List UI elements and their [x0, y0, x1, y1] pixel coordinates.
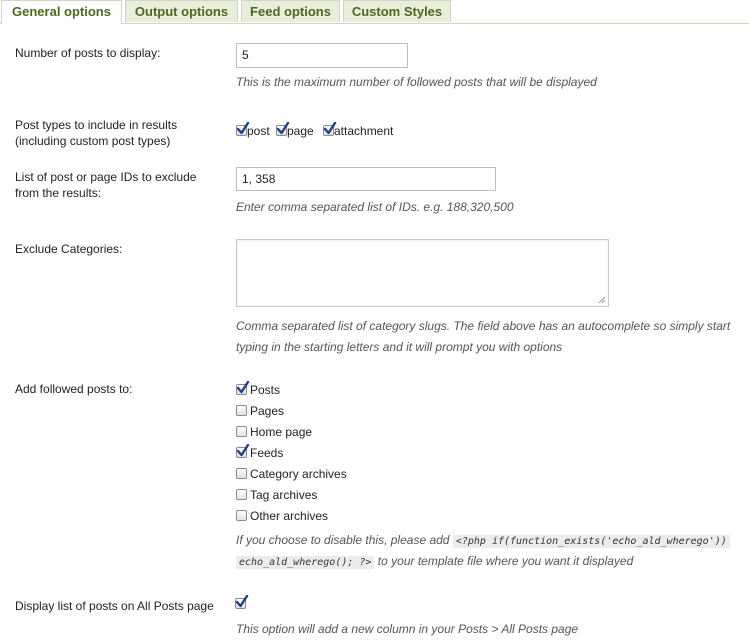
post-type-label: post	[247, 124, 270, 138]
tab-label: Output options	[134, 4, 229, 19]
add-to-checkbox-category-archives[interactable]	[236, 468, 247, 479]
add-to-label-feeds: Feeds	[250, 446, 284, 460]
post-type-checkbox-attachment[interactable]	[323, 125, 334, 136]
add-to-label-home-page: Home page	[250, 425, 313, 439]
add-to-note-line-2	[236, 551, 633, 573]
checkmark-icon	[236, 444, 250, 458]
exclude-categories-description-1: Comma separated list of category slugs. The field above has an autocomplete so simply start	[236, 319, 731, 333]
add-to-checkbox-home-page[interactable]	[236, 426, 247, 437]
code-snippet-1: <?php if(function_exists('echo_ald_wherego'))	[453, 535, 730, 548]
tab-label: Feed options	[250, 4, 331, 19]
add-to-checkbox-pages[interactable]	[236, 405, 247, 416]
add-to-checkbox-posts[interactable]	[236, 384, 247, 395]
tab-custom-styles[interactable]	[343, 0, 451, 22]
post-type-checkbox-post[interactable]	[236, 125, 247, 136]
tab-label: Custom Styles	[351, 4, 443, 19]
code-snippet-2: echo_ald_wherego(); ?>	[236, 556, 374, 569]
add-to-note-line-1	[236, 530, 730, 552]
add-to-note-after: to your template file where you want it displayed	[377, 554, 634, 568]
add-to-label-tag-archives: Tag archives	[250, 488, 318, 502]
add-to-note-before: If you choose to disable this, please add	[236, 533, 450, 547]
tab-label: General options	[12, 4, 111, 19]
add-to-label: Add followed posts to:	[15, 382, 133, 396]
all-posts-description: This option will add a new column in your Posts > All Posts page	[236, 622, 579, 636]
tab-feed-options[interactable]	[241, 0, 340, 22]
post-types-label: Post types to include in results (including custom post types)	[15, 118, 178, 148]
all-posts-checkbox[interactable]	[235, 598, 246, 609]
post-type-checkbox-page[interactable]	[276, 125, 287, 136]
checkmark-icon	[236, 381, 250, 395]
add-to-checkbox-other-archives[interactable]	[236, 510, 247, 521]
tab-output-options[interactable]	[125, 0, 238, 22]
tab-general-options[interactable]	[1, 0, 122, 24]
add-to-label-category-archives: Category archives	[250, 467, 347, 481]
tab-bar	[0, 0, 749, 24]
num-posts-description: This is the maximum number of followed posts that will be displayed	[236, 75, 597, 89]
num-posts-input[interactable]: 5	[236, 43, 408, 68]
add-to-label-other-archives: Other archives	[250, 509, 329, 523]
checkmark-icon	[235, 595, 249, 609]
post-type-label: attachment	[334, 124, 394, 138]
add-to-checkbox-tag-archives[interactable]	[236, 489, 247, 500]
add-to-checkbox-feeds[interactable]	[236, 447, 247, 458]
add-to-label-pages: Pages	[250, 404, 285, 418]
all-posts-label: Display list of posts on All Posts page	[15, 599, 214, 613]
exclude-ids-label: List of post or page IDs to exclude from the results:	[15, 170, 197, 200]
post-type-label: page	[287, 124, 314, 138]
exclude-categories-textarea[interactable]	[236, 239, 609, 307]
exclude-categories-label: Exclude Categories:	[15, 242, 123, 256]
num-posts-label: Number of posts to display:	[15, 46, 161, 60]
exclude-ids-description: Enter comma separated list of IDs. e.g. 188,320,500	[236, 200, 514, 214]
exclude-ids-input[interactable]: 1, 358	[236, 167, 496, 191]
exclude-categories-description-2: typing in the starting letters and it will prompt you with options	[236, 340, 563, 354]
resize-grip-icon[interactable]	[598, 296, 606, 304]
add-to-label-posts: Posts	[250, 383, 281, 397]
